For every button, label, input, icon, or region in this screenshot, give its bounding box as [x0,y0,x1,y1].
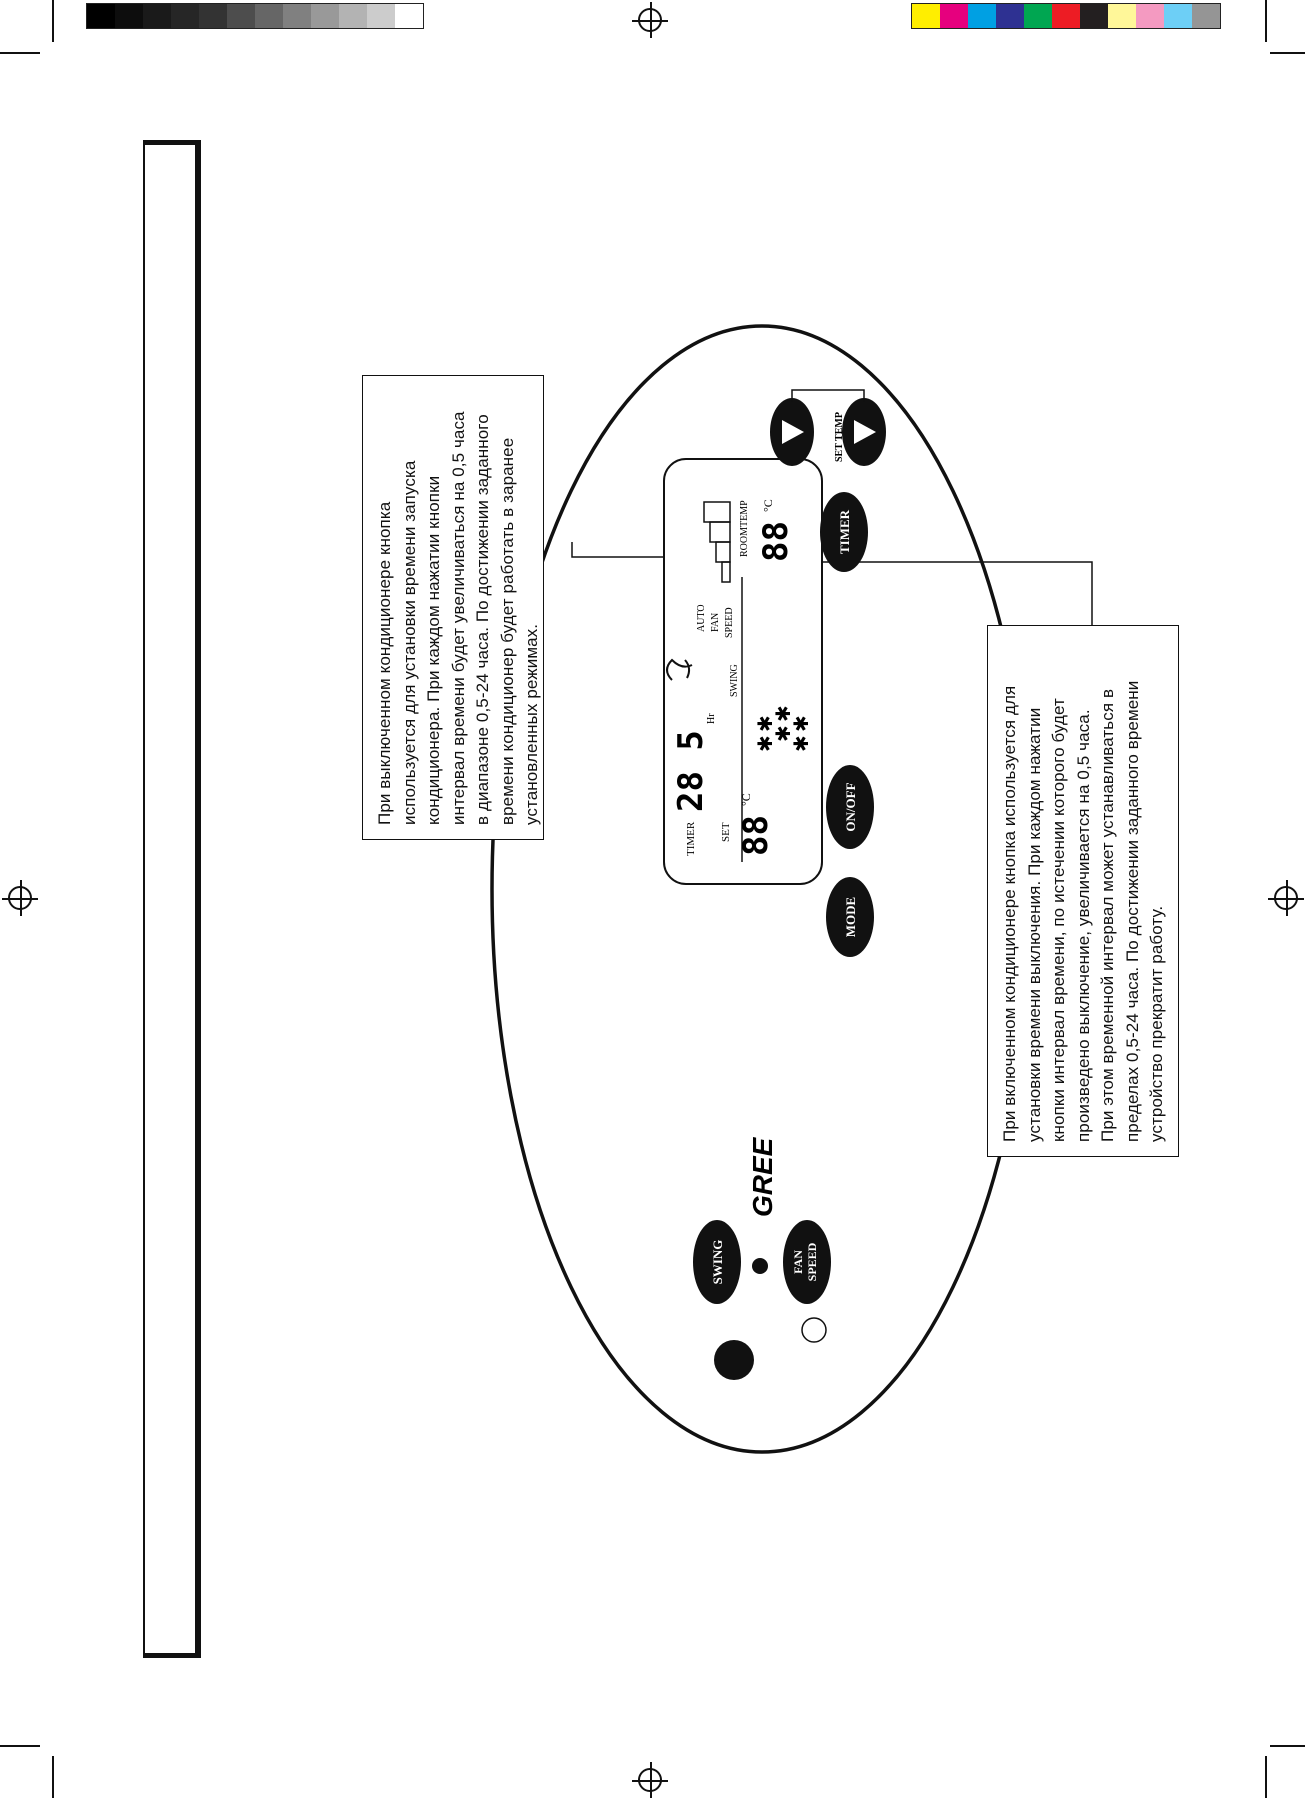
calibration-swatch [395,4,423,28]
calibration-swatch [996,4,1024,28]
lcd-roomtemp-label: ROOMTEMP [739,500,750,557]
lcd-set-deg: °C [739,793,753,806]
lcd-fan-label: FAN [710,612,721,632]
set-temp-label: SET TEMP [834,412,845,462]
svg-text:✱: ✱ [771,705,795,722]
calibration-swatch [143,4,171,28]
calibration-swatch [283,4,311,28]
indicator-light [802,1318,826,1342]
registration-mark [638,8,662,32]
mode-button-label: MODE [843,896,858,938]
swing-button-label: SWING [710,1239,725,1285]
crop-mark [0,1745,40,1747]
crop-mark [1265,0,1267,42]
lcd-set-label: SET [720,822,732,842]
lcd-speed-label: SPEED [724,607,735,638]
crop-mark [1270,1745,1305,1747]
lcd-hr-label: Hr [706,713,717,724]
lcd-timer-label: TIMER [685,821,697,856]
crop-mark [1270,52,1305,54]
calibration-swatch [1108,4,1136,28]
lcd-swing-label: SWING [729,664,740,697]
calibration-swatch [339,4,367,28]
calibration-swatch [227,4,255,28]
section-tab [143,140,201,1658]
crop-mark [52,1756,54,1798]
calibration-swatch [115,4,143,28]
on-off-button-label: ON/OFF [843,782,858,832]
calibration-swatch [255,4,283,28]
calibration-swatch [311,4,339,28]
registration-mark [638,1768,662,1792]
calibration-swatch [1052,4,1080,28]
registration-mark [8,886,32,910]
calibration-swatch [1136,4,1164,28]
gree-logo-mark [752,1258,768,1274]
lcd-set-value: 88 [736,815,776,856]
calibration-swatch [1080,4,1108,28]
lcd-auto-label: AUTO [696,604,707,632]
ir-emitter [714,1340,754,1380]
calibration-swatch [1192,4,1220,28]
calibration-swatch [367,4,395,28]
calibration-swatch [199,4,227,28]
lcd-room-value: 88 [756,521,796,562]
calibration-swatch [912,4,940,28]
svg-text:✱: ✱ [753,715,777,732]
svg-text:✱: ✱ [771,725,795,742]
svg-text:✱: ✱ [753,735,777,752]
color-calibration-bar [911,3,1221,29]
callout-timer-on: При включенном кондиционере кнопка используется для установки времени выключения. При каждом нажатии кнопки интервал времени, по истечении которого будет произведено выключение, увеличивается на 0,5 часа. При этом временной интервал может устанавливаться в пределах 0,5-24 часа. По достижении заданного времени устройство прекратит работу. [987,625,1179,1157]
lcd-timer-value: 28 5 [671,730,711,812]
calibration-swatch [940,4,968,28]
calibration-swatch [968,4,996,28]
callout-timer-off: При выключенном кондиционере кнопка используется для установки времени запуска кондиционера. При каждом нажатии кнопки интервал времени будет увеличиваться на 0,5 часа в диапазоне 0,5-24 часа. По достижении заданного времени кондиционер будет работать в заранее установленных режимах. [362,375,544,840]
rotated-content [342,312,1242,1562]
crop-mark [0,52,40,54]
crop-mark [52,0,54,42]
svg-text:✱: ✱ [789,715,813,732]
fan-speed-button-label-1: FAN [791,1250,805,1274]
fan-speed-button-label-2: SPEED [805,1242,819,1282]
grayscale-calibration-bar [86,3,424,29]
calibration-swatch [171,4,199,28]
crop-mark [1265,1756,1267,1798]
svg-text:✱: ✱ [789,735,813,752]
calibration-swatch [87,4,115,28]
lcd-room-deg: °C [761,499,775,512]
registration-mark [1274,886,1298,910]
gree-logo: GREE [747,1137,778,1217]
calibration-swatch [1024,4,1052,28]
timer-button-label: TIMER [837,509,852,555]
calibration-swatch [1164,4,1192,28]
